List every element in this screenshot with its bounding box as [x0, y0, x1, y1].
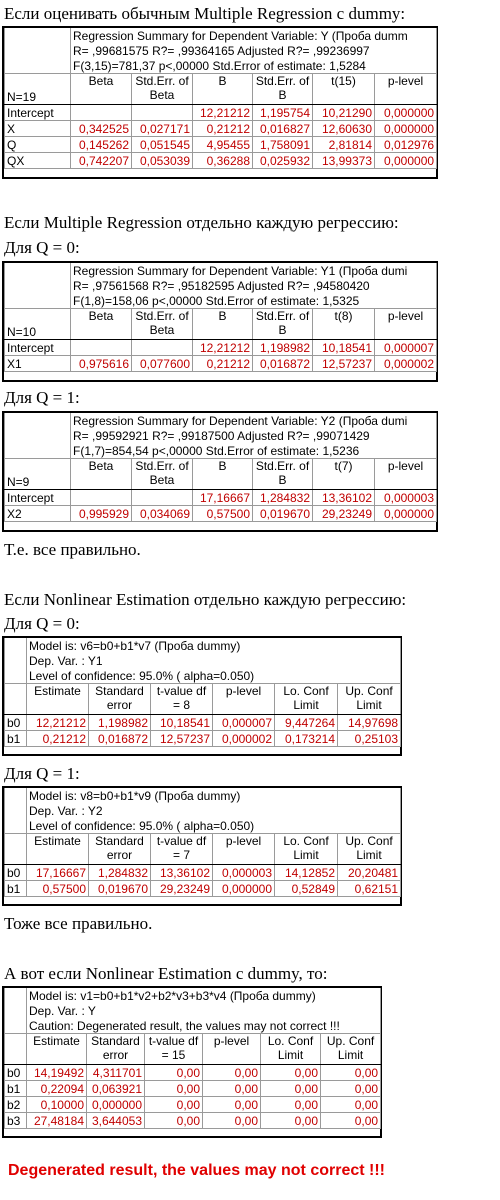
cell-value: 0,000000 [213, 881, 275, 897]
cell-value: 3,644053 [87, 1113, 145, 1129]
table-row [5, 881, 401, 897]
col-header: t(7) [313, 459, 375, 490]
cell-value: 4,311701 [87, 1065, 145, 1081]
cell-value [71, 105, 132, 121]
cell-value: 0,012976 [375, 137, 437, 153]
model-info-line: Level of confidence: 95.0% ( alpha=0.050) [27, 818, 401, 834]
n-label: N=19 [5, 74, 71, 105]
row-label: X1 [5, 356, 71, 372]
cell-value: 0,173214 [275, 731, 338, 747]
table-row [5, 137, 437, 153]
row-label: Q [5, 137, 71, 153]
col-header: Beta [71, 459, 132, 490]
col-header: t-value df = 7 [151, 834, 213, 865]
cell-value: 0,000007 [213, 715, 275, 731]
cell-value: 17,16667 [27, 865, 89, 881]
col-header: p-level [213, 834, 275, 865]
table-row [5, 731, 401, 747]
cell-value [132, 340, 193, 356]
row-label: b1 [5, 731, 27, 747]
col-header: Beta [71, 74, 132, 105]
cell-value: 0,034069 [132, 506, 193, 522]
heading-nonlinear-separate: Если Nonlinear Estimation отдельно каждую регрессию: [4, 590, 407, 609]
regression-summary-table-2 [2, 261, 438, 382]
table-row [5, 340, 437, 356]
col-header: Estimate [27, 834, 89, 865]
cell-value: 0,000003 [213, 865, 275, 881]
cell-value: 1,198982 [253, 340, 313, 356]
row-label: Intercept [5, 340, 71, 356]
table-row [5, 490, 437, 506]
model-info-line: Dep. Var. : Y2 [27, 803, 401, 818]
label-q1-nonlinear: Для Q = 1: [4, 764, 80, 783]
row-label: b0 [5, 1065, 27, 1081]
cell-value: 14,12852 [275, 865, 338, 881]
cell-value: 1,284832 [253, 490, 313, 506]
table-row [5, 1097, 381, 1113]
row-label: b0 [5, 865, 27, 881]
col-header: Standard error [89, 684, 151, 715]
cell-value [132, 105, 193, 121]
col-header: p-level [375, 309, 437, 340]
cell-value: 0,00 [261, 1065, 321, 1081]
cell-value: 0,000002 [213, 731, 275, 747]
cell-value: 12,21212 [27, 715, 89, 731]
col-header: t(8) [313, 309, 375, 340]
cell-value: 0,019670 [89, 881, 151, 897]
cell-value: 0,051545 [132, 137, 193, 153]
row-label: X [5, 121, 71, 137]
cell-value: 0,21212 [193, 121, 253, 137]
row-label: QX [5, 153, 71, 169]
cell-value: 13,36102 [151, 865, 213, 881]
cell-value: 0,742207 [71, 153, 132, 169]
cell-value: 9,447264 [275, 715, 338, 731]
cell-value: 10,21290 [313, 105, 375, 121]
cell-value: 0,22094 [27, 1081, 87, 1097]
row-label: Intercept [5, 105, 71, 121]
cell-value: 0,57500 [193, 506, 253, 522]
cell-value: 0,00 [261, 1081, 321, 1097]
col-header: t-value df = 15 [145, 1034, 203, 1065]
cell-value: 29,23249 [151, 881, 213, 897]
col-header: Up. Conf Limit [321, 1034, 381, 1065]
cell-value: 20,20481 [338, 865, 401, 881]
cell-value: 13,99373 [313, 153, 375, 169]
cell-value: 0,25103 [338, 731, 401, 747]
col-header: B [193, 74, 253, 105]
cell-value: 10,18541 [151, 715, 213, 731]
heading-nonlinear-dummy: А вот если Nonlinear Estimation с dummy, то: [4, 964, 328, 983]
table-row [5, 121, 437, 137]
summary-line: Regression Summary for Dependent Variable: Y2 (Проба dumi [71, 413, 437, 428]
regression-summary-table-1 [2, 26, 438, 179]
col-header: Up. Conf Limit [338, 684, 401, 715]
cell-value: 0,027171 [132, 121, 193, 137]
model-info-line: Level of confidence: 95.0% ( alpha=0.050) [27, 668, 401, 684]
model-info-line: Model is: v6=b0+b1*v7 (Проба dummy) [27, 638, 401, 653]
table-row [5, 1081, 381, 1097]
cell-value: 0,000007 [375, 340, 437, 356]
cell-value: 0,00 [203, 1113, 261, 1129]
col-header: p-level [375, 459, 437, 490]
cell-value: 0,00 [261, 1097, 321, 1113]
col-header: Standard error [89, 834, 151, 865]
col-header: Lo. Conf Limit [261, 1034, 321, 1065]
col-header: p-level [203, 1034, 261, 1065]
cell-value: 12,60630 [313, 121, 375, 137]
table-row [5, 153, 437, 169]
regression-summary-table-3 [2, 411, 438, 532]
col-header: B [193, 309, 253, 340]
cell-value: 13,36102 [313, 490, 375, 506]
cell-value: 27,48184 [27, 1113, 87, 1129]
conclusion-all-correct: Т.е. все правильно. [4, 540, 141, 559]
model-info-line: Model is: v8=b0+b1*v9 (Проба dummy) [27, 788, 401, 803]
col-header: p-level [375, 74, 437, 105]
col-header: Std.Err. of Beta [132, 74, 193, 105]
cell-value: 0,063921 [87, 1081, 145, 1097]
cell-value: 0,016827 [253, 121, 313, 137]
summary-line: R= ,97561568 R?= ,95182595 Adjusted R?= ,94580420 [71, 278, 437, 293]
col-header: B [193, 459, 253, 490]
cell-value: 1,758091 [253, 137, 313, 153]
summary-line: Regression Summary for Dependent Variable: Y (Проба dumm [71, 28, 437, 43]
n-label: N=9 [5, 459, 71, 490]
row-label: b1 [5, 1081, 27, 1097]
cell-value: 0,00 [203, 1097, 261, 1113]
col-header: Lo. Conf Limit [275, 834, 338, 865]
col-header: Lo. Conf Limit [275, 684, 338, 715]
cell-value: 0,016872 [253, 356, 313, 372]
heading-separate-regressions: Если Multiple Regression отдельно каждую регрессию: [4, 213, 399, 232]
cell-value: 0,053039 [132, 153, 193, 169]
cell-value: 0,000000 [375, 121, 437, 137]
cell-value: 29,23249 [313, 506, 375, 522]
cell-value [132, 490, 193, 506]
cell-value: 0,00 [145, 1065, 203, 1081]
cell-value: 0,995929 [71, 506, 132, 522]
cell-value: 0,145262 [71, 137, 132, 153]
summary-line: R= ,99681575 R?= ,99364165 Adjusted R?= ,99236997 [71, 43, 437, 58]
cell-value [71, 340, 132, 356]
cell-value: 0,36288 [193, 153, 253, 169]
cell-value [71, 490, 132, 506]
col-header: Std.Err. of B [253, 459, 313, 490]
label-q1: Для Q = 1: [4, 388, 80, 407]
cell-value: 12,57237 [313, 356, 375, 372]
cell-value: 0,00 [321, 1065, 381, 1081]
cell-value: 0,00 [145, 1081, 203, 1097]
col-header: p-level [213, 684, 275, 715]
cell-value: 14,19492 [27, 1065, 87, 1081]
nonlinear-estimation-table-1 [2, 636, 402, 756]
table-row [5, 506, 437, 522]
cell-value: 0,000002 [375, 356, 437, 372]
summary-line: Regression Summary for Dependent Variable: Y1 (Проба dumi [71, 263, 437, 278]
nonlinear-estimation-table-2 [2, 786, 402, 906]
col-header: t-value df = 8 [151, 684, 213, 715]
cell-value: 0,342525 [71, 121, 132, 137]
row-label: b0 [5, 715, 27, 731]
cell-value: 2,81814 [313, 137, 375, 153]
col-header: Estimate [27, 684, 89, 715]
cell-value: 0,000000 [87, 1097, 145, 1113]
table-row [5, 715, 401, 731]
table-row [5, 356, 437, 372]
cell-value: 0,000003 [375, 490, 437, 506]
col-header: Std.Err. of Beta [132, 309, 193, 340]
degenerated-warning: Degenerated result, the values may not correct !!! [8, 1162, 385, 1179]
cell-value: 0,10000 [27, 1097, 87, 1113]
col-header: Beta [71, 309, 132, 340]
cell-value: 0,975616 [71, 356, 132, 372]
col-header: Std.Err. of Beta [132, 459, 193, 490]
col-header: Up. Conf Limit [338, 834, 401, 865]
cell-value: 0,00 [261, 1113, 321, 1129]
summary-line: R= ,99592921 R?= ,99187500 Adjusted R?= ,99071429 [71, 428, 437, 443]
cell-value: 10,18541 [313, 340, 375, 356]
table-row [5, 865, 401, 881]
cell-value: 1,195754 [253, 105, 313, 121]
cell-value: 0,00 [321, 1113, 381, 1129]
heading-multiple-regression-dummy: Если оценивать обычным Multiple Regression с dummy: [4, 4, 406, 23]
row-label: b1 [5, 881, 27, 897]
cell-value: 0,025932 [253, 153, 313, 169]
row-label: X2 [5, 506, 71, 522]
cell-value: 0,00 [321, 1081, 381, 1097]
col-header: Estimate [27, 1034, 87, 1065]
cell-value: 0,21212 [193, 356, 253, 372]
cell-value: 0,00 [321, 1097, 381, 1113]
model-info-line: Model is: v1=b0+b1*v2+b2*v3+b3*v4 (Проба dummy) [27, 988, 381, 1003]
cell-value: 0,00 [203, 1081, 261, 1097]
col-header: t(15) [313, 74, 375, 105]
cell-value: 17,16667 [193, 490, 253, 506]
cell-value: 0,57500 [27, 881, 89, 897]
cell-value: 0,52849 [275, 881, 338, 897]
cell-value: 12,57237 [151, 731, 213, 747]
cell-value: 1,198982 [89, 715, 151, 731]
cell-value: 4,95455 [193, 137, 253, 153]
cell-value: 14,97698 [338, 715, 401, 731]
col-header: Std.Err. of B [253, 74, 313, 105]
summary-line: F(3,15)=781,37 p<,00000 Std.Error of estimate: 1,5284 [71, 58, 437, 74]
cell-value: 0,019670 [253, 506, 313, 522]
summary-line: F(1,8)=158,06 p<,00000 Std.Error of estimate: 1,5325 [71, 293, 437, 309]
row-label: b3 [5, 1113, 27, 1129]
cell-value: 12,21212 [193, 105, 253, 121]
table-row [5, 105, 437, 121]
col-header: Std.Err. of B [253, 309, 313, 340]
label-q0-nonlinear: Для Q = 0: [4, 614, 80, 633]
cell-value: 0,62151 [338, 881, 401, 897]
cell-value: 0,00 [145, 1113, 203, 1129]
cell-value: 0,21212 [27, 731, 89, 747]
cell-value: 0,077600 [132, 356, 193, 372]
cell-value: 1,284832 [89, 865, 151, 881]
n-label: N=10 [5, 309, 71, 340]
cell-value: 0,00 [203, 1065, 261, 1081]
cell-value: 12,21212 [193, 340, 253, 356]
conclusion-also-correct: Тоже все правильно. [4, 914, 153, 933]
model-info-line: Dep. Var. : Y [27, 1003, 381, 1018]
cell-value: 0,000000 [375, 153, 437, 169]
model-info-line: Dep. Var. : Y1 [27, 653, 401, 668]
row-label: b2 [5, 1097, 27, 1113]
row-label: Intercept [5, 490, 71, 506]
caution-line: Caution: Degenerated result, the values may not correct !!! [27, 1018, 381, 1034]
cell-value: 0,000000 [375, 506, 437, 522]
summary-line: F(1,7)=854,54 p<,00000 Std.Error of estimate: 1,5236 [71, 443, 437, 459]
cell-value: 0,00 [145, 1097, 203, 1113]
nonlinear-estimation-table-3 [2, 986, 382, 1138]
table-row [5, 1065, 381, 1081]
cell-value: 0,000000 [375, 105, 437, 121]
table-row [5, 1113, 381, 1129]
label-q0: Для Q = 0: [4, 238, 80, 257]
col-header: Standard error [87, 1034, 145, 1065]
cell-value: 0,016872 [89, 731, 151, 747]
